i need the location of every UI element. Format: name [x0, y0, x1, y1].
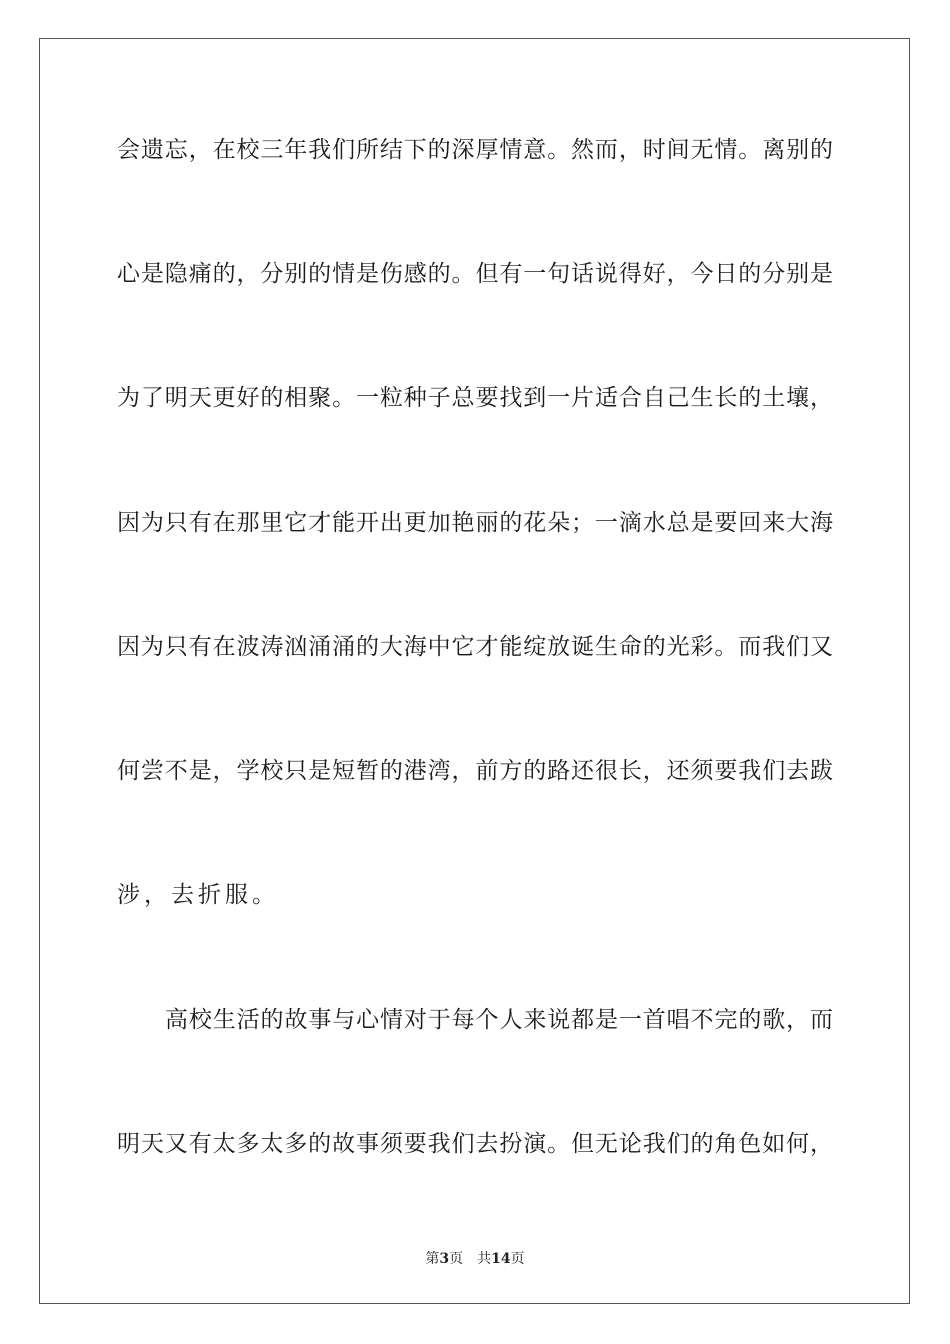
page-footer [0, 1248, 950, 1268]
page-suffix: 页 [449, 1251, 464, 1267]
total-suffix: 页 [510, 1251, 525, 1267]
paragraph-line-7: 涉，去折服。 [117, 882, 279, 908]
paragraph-line-3: 为了明天更好的相聚。一粒种子总要找到一片适合自己生长的土壤， [117, 385, 833, 411]
page-border [39, 38, 910, 1304]
page-prefix: 第 [425, 1251, 440, 1267]
total-prefix: 共 [477, 1251, 492, 1267]
paragraph-line-5: 因为只有在波涛汹涌涌的大海中它才能绽放诞生命的光彩。而我们又 [117, 634, 833, 660]
paragraph-line-1: 会遗忘，在校三年我们所结下的深厚情意。然而，时间无情。离别的 [117, 137, 833, 163]
paragraph-line-4: 因为只有在那里它才能开出更加艳丽的花朵；一滴水总是要回来大海 [117, 510, 833, 536]
paragraph-line-9: 明天又有太多太多的故事须要我们去扮演。但无论我们的角色如何， [117, 1131, 833, 1157]
paragraph-line-6: 何尝不是，学校只是短暂的港湾，前方的路还很长，还须要我们去跋 [117, 758, 833, 784]
total-pages: 14 [491, 1251, 511, 1267]
paragraph-line-2: 心是隐痛的，分别的情是伤感的。但有一句话说得好，今日的分别是 [117, 261, 833, 287]
page-number: 3 [439, 1251, 450, 1267]
paragraph-line-8: 高校生活的故事与心情对于每个人来说都是一首唱不完的歌，而 [165, 1007, 833, 1033]
